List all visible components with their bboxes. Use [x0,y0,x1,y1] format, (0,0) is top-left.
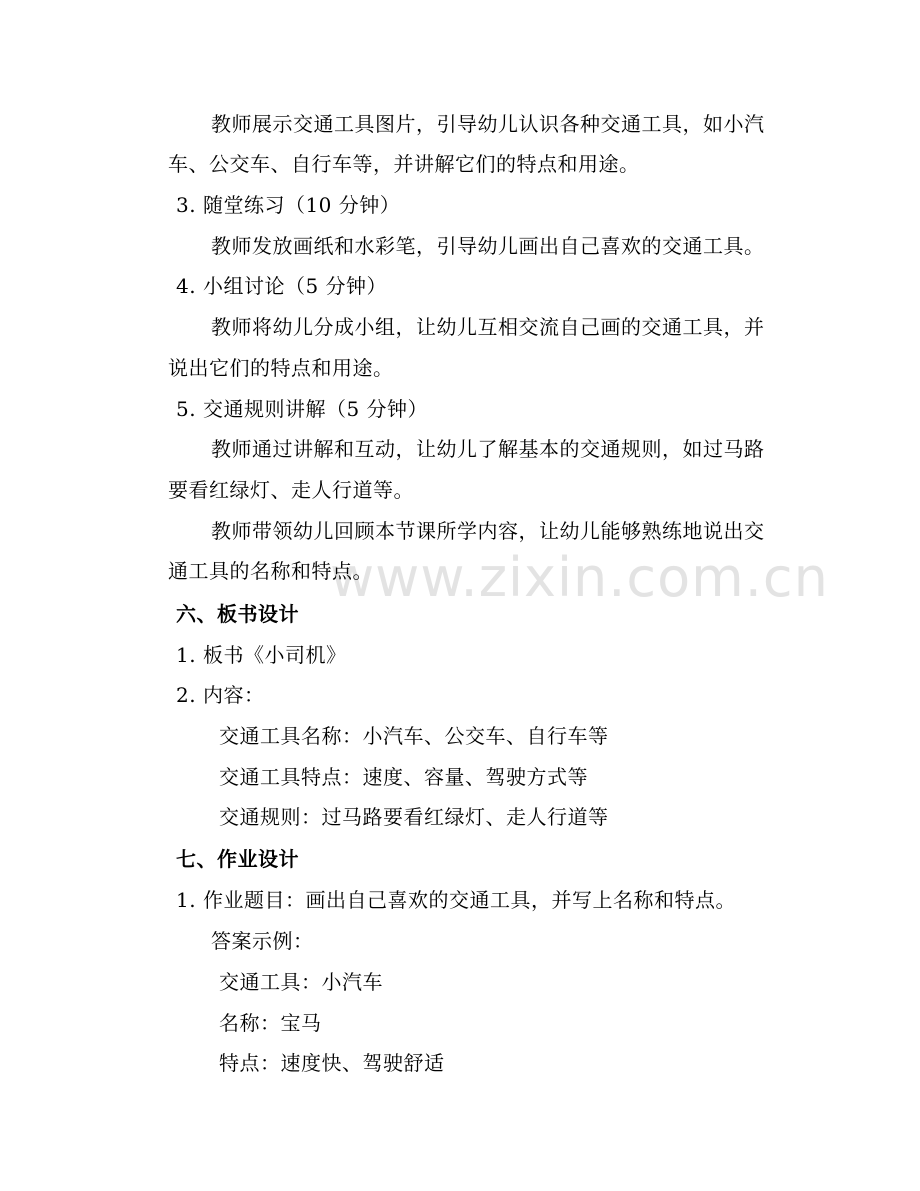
paragraph-line: 教师带领幼儿回顾本节课所学内容，让幼儿能够熟练地说出交 [211,519,765,543]
paragraph-line: 教师将幼儿分成小组，让幼儿互相交流自己画的交通工具，并 [211,315,765,339]
list-item-heading: 3. 随堂练习（10 分钟） [176,193,401,217]
watermark: www.zixin.com.cn [330,546,829,609]
paragraph-line: 车、公交车、自行车等，并讲解它们的特点和用途。 [168,152,640,176]
answer-label: 答案示例： [211,929,314,953]
paragraph-line: 教师通过讲解和互动，让幼儿了解基本的交通规则，如过马路 [211,437,765,461]
paragraph-line: 通工具的名称和特点。 [168,559,373,583]
list-item: 1. 板书《小司机》 [176,643,347,667]
answer-line: 名称：宝马 [219,1011,322,1035]
content-line: 交通规则：过马路要看红绿灯、走人行道等 [219,805,609,829]
answer-line: 特点：速度快、驾驶舒适 [219,1051,445,1075]
section-heading: 六、板书设计 [176,602,299,626]
list-item: 1. 作业题目：画出自己喜欢的交通工具，并写上名称和特点。 [176,888,736,912]
list-item-heading: 5. 交通规则讲解（5 分钟） [176,397,429,421]
paragraph-line: 说出它们的特点和用途。 [168,356,394,380]
paragraph-line: 要看红绿灯、走人行道等。 [168,478,414,502]
content-line: 交通工具名称：小汽车、公交车、自行车等 [219,724,609,748]
answer-line: 交通工具：小汽车 [219,970,383,994]
list-item-heading: 4. 小组讨论（5 分钟） [176,274,388,298]
paragraph-line: 教师发放画纸和水彩笔，引导幼儿画出自己喜欢的交通工具。 [211,234,765,258]
section-heading: 七、作业设计 [176,847,299,871]
content-line: 交通工具特点：速度、容量、驾驶方式等 [219,765,588,789]
paragraph-line: 教师展示交通工具图片，引导幼儿认识各种交通工具，如小汽 [211,112,765,136]
list-item: 2. 内容： [176,683,265,707]
